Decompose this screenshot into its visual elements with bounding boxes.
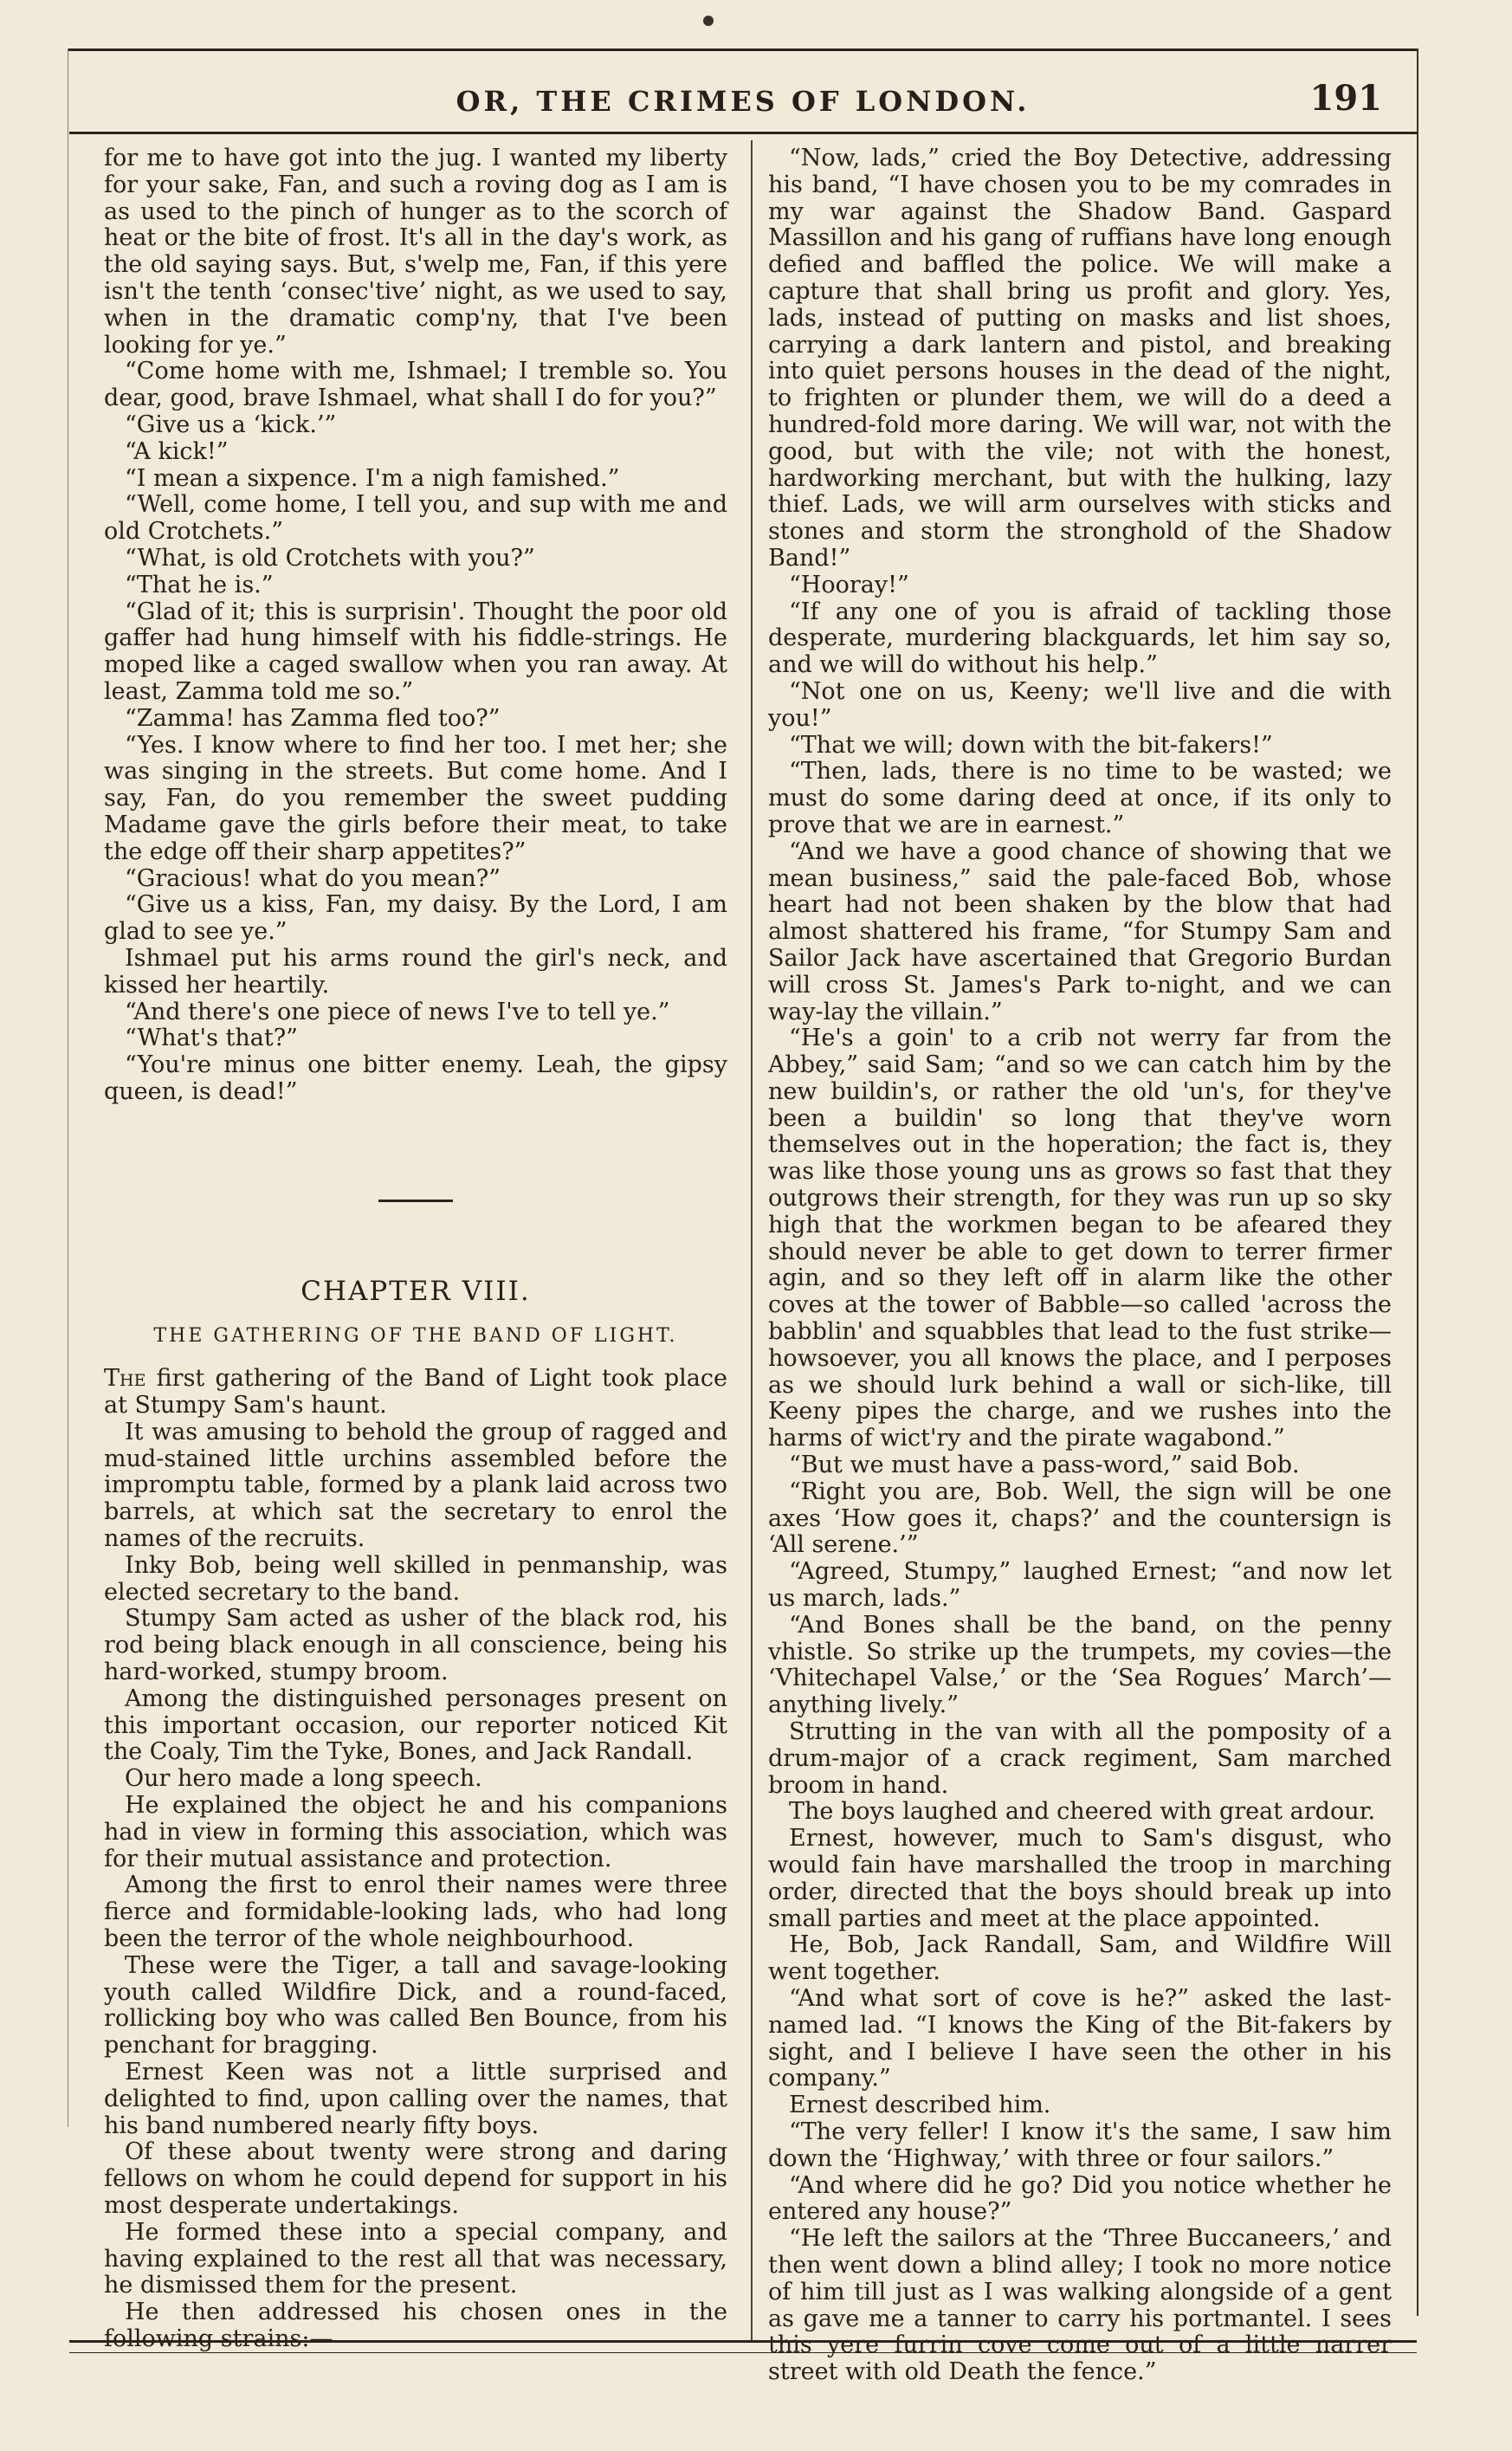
paragraph: “Well, come home, I tell you, and sup with me and old Crotchets.” xyxy=(104,491,727,546)
top-frame-rule xyxy=(68,49,1418,51)
paragraph: “That he is.” xyxy=(125,571,274,598)
paragraph: “He left the sailors at the ‘Three Buccaneers,’ and then went down a blind alley; I took no more notice of him till just as I was walking alongside of a gent as gave me a tanner to carry his portmantel. I sees this yere furrin cove come out of a little narrer street with old Death the fence.” xyxy=(768,2225,1392,2386)
paragraph: “Hooray!” xyxy=(789,571,909,598)
paragraph: “That we will; down with the bit-fakers!” xyxy=(789,731,1273,759)
paragraph: Among the first to enrol their names were three fierce and formidable-looking lads, who had long been the terror of the whole neighbourhood. xyxy=(104,1872,727,1953)
paragraph: “Zamma! has Zamma fled too?” xyxy=(125,704,501,732)
paragraph: “Give us a ‘kick.’” xyxy=(125,411,337,438)
paragraph: Ernest Keen was not a little surprised and delighted to find, upon calling over the names, that his band numbered nearly fifty boys. xyxy=(104,2059,727,2139)
paragraph: “Agreed, Stumpy,” laughed Ernest; “and now let us march, lads.” xyxy=(768,1558,1392,1613)
paragraph: “If any one of you is afraid of tackling those desperate, murdering blackguards, let him say so, and we will do without his help.” xyxy=(768,598,1392,679)
left-paragraphs-before-chapter xyxy=(104,146,727,1106)
paragraph: “What's that?” xyxy=(125,1025,298,1052)
section-divider xyxy=(378,1200,453,1202)
paragraph: “Gracious! what do you mean?” xyxy=(125,864,501,892)
chapter-first-paragraph-text: first gathering of the Band of Light took place at Stumpy Sam's haunt. xyxy=(104,1365,727,1420)
paragraph: “What, is old Crotchets with you?” xyxy=(125,544,535,572)
paragraph: It was amusing to behold the group of ragged and mud-stained little urchins assembled before the impromptu table, formed by a plank laid across two barrels, at which sat the secretary to enrol the names of the recruits. xyxy=(104,1418,727,1553)
left-paragraphs-after-chapter xyxy=(104,1420,727,2353)
paragraph: “And there's one piece of news I've to tell ye.” xyxy=(125,998,670,1025)
chapter-subtitle: THE GATHERING OF THE BAND OF LIGHT. xyxy=(153,1325,678,1348)
paragraph: “Come home with me, Ishmael; I tremble so. You dear, good, brave Ishmael, what shall I do for you?” xyxy=(104,358,727,412)
paragraph: “And Bones shall be the band, on the penny vhistle. So strike up the trumpets, my covies—the ‘Vhitechapel Valse,’ or the ‘Sea Rogues’ March’—anything lively.” xyxy=(768,1611,1392,1719)
paragraph: “The very feller! I know it's the same, I saw him down the ‘Highway,’ with three or four sailors.” xyxy=(768,2118,1392,2172)
paragraph: He then addressed his chosen ones in the following strains:— xyxy=(104,2299,727,2352)
running-title: OR, THE CRIMES OF LONDON. xyxy=(456,85,1031,118)
paragraph: These were the Tiger, a tall and savage-looking youth called Wildfire Dick, and a round-faced, rollicking boy who was called Ben Bounce, from his penchant for bragging. xyxy=(104,1951,727,2060)
page-dot xyxy=(703,16,714,26)
paragraph: Among the distinguished personages present on this important occasion, our reporter noticed Kit the Coaly, Tim the Tyke, Bones, and Jack Randall. xyxy=(104,1685,727,1766)
chapter-first-word: The xyxy=(104,1365,146,1393)
paragraph: “Right you are, Bob. Well, the sign will be one axes ‘How goes it, chaps?’ and the countersign is ‘All serene.’” xyxy=(768,1478,1392,1559)
paragraph: “And where did he go? Did you notice whether he entered any house?” xyxy=(768,2171,1392,2226)
paragraph: Our hero made a long speech. xyxy=(125,1765,482,1793)
paragraph: Strutting in the van with all the pomposity of a drum-major of a crack regiment, Sam marched broom in hand. xyxy=(768,1718,1392,1799)
paragraph: “But we must have a pass-word,” said Bob. xyxy=(789,1452,1300,1479)
chapter-title: CHAPTER VIII. xyxy=(300,1275,531,1307)
right-frame-rule xyxy=(1417,49,1418,2316)
paragraph: “A kick!” xyxy=(125,437,229,465)
paragraph: He formed these into a special company, and having explained to the rest all that was necessary, he dismissed them for the present. xyxy=(104,2218,727,2299)
paragraph: for me to have got into the jug. I wanted my liberty for your sake, Fan, and such a roving dog as I am is as used to the pinch of hunger as to the scorch of heat or the bite of frost. It's all in the day's work, as the old saying says. But, s'welp me, Fan, if this yere isn't the tenth ‘consec'tive’ night, as we used to say, when in the dramatic comp'ny, that I've been looking for ye.” xyxy=(104,145,727,359)
bottom-rule-thick xyxy=(69,2340,1417,2343)
paragraph: The boys laughed and cheered with great ardour. xyxy=(789,1798,1376,1826)
paragraph: Ernest described him. xyxy=(789,2092,1051,2119)
paragraph: He explained the object he and his companions had in view in forming this association, which was for their mutual assistance and protection. xyxy=(104,1792,727,1872)
running-header xyxy=(69,78,1417,134)
paragraph: “He's a goin' to a crib not werry far from the Abbey,” said Sam; “and so we can catch him by the new buildin's, or rather the old 'un's, for they've been a buildin' so long that they've worn themselves out in the hoperation; the fact is, they was like those young uns as grows so fast that they outgrows their strength, for they was run up so sky high that the workmen began to be afeared they should never be able to get down to terrer firmer agin, and so they left off in alarm like the other coves at the tower of Babble—so called 'across the babblin' and squabbles that lead to the fust strike—howsoever, you all knows the place, and I perposes as we should lurk behind a wall or sich-like, till Keeny pipes the charge, and we rushes into the harms of wict'ry and the pirate wagabond.” xyxy=(768,1025,1392,1452)
paragraph: Inky Bob, being well skilled in penmanship, was elected secretary to the band. xyxy=(104,1551,727,1606)
paragraph: “And what sort of cove is he?” asked the last-named lad. “I knows the King of the Bit-fakers by sight, and I believe I have seen the other in his company.” xyxy=(768,1984,1392,2092)
right-paragraphs xyxy=(768,146,1392,2386)
paragraph: Of these about twenty were strong and daring fellows on whom he could depend for support in his most desperate undertakings. xyxy=(104,2138,727,2219)
page-number: 191 xyxy=(1309,78,1382,119)
bottom-rule-thin xyxy=(69,2352,1417,2353)
paragraph: “And we have a good chance of showing that we mean business,” said the pale-faced Bob, whose heart had not been shaken by the blow that had almost shattered his frame, “for Stumpy Sam and Sailor Jack have ascertained that Gregorio Burdan will cross St. James's Park to-night, and we can way-lay the villain.” xyxy=(768,837,1392,1025)
left-column xyxy=(104,146,727,2353)
paragraph: Ernest, however, much to Sam's disgust, who would fain have marshalled the troop in marching order, directed that the boys should break up into small parties and meet at the place appointed. xyxy=(768,1825,1392,1932)
paragraph: “Then, lads, there is no time to be wasted; we must do some daring deed at once, if its only to prove that we are in earnest.” xyxy=(768,758,1392,838)
paragraph: “Give us a kiss, Fan, my daisy. By the Lord, I am glad to see ye.” xyxy=(104,891,727,946)
column-divider xyxy=(751,140,753,2340)
paragraph: “I mean a sixpence. I'm a nigh famished.” xyxy=(125,464,620,492)
paragraph: He, Bob, Jack Randall, Sam, and Wildfire Will went together. xyxy=(768,1931,1392,1986)
paragraph: “You're minus one bitter enemy. Leah, the gipsy queen, is dead!” xyxy=(104,1051,727,1105)
right-column xyxy=(768,146,1392,2386)
paragraph: “Yes. I know where to find her too. I met her; she was singing in the streets. But come home. And I say, Fan, do you remember the sweet pudding Madame gave the girls before their meat, to take the edge off their sharp appetites?” xyxy=(104,731,727,865)
paragraph: “Glad of it; this is surprisin'. Thought the poor old gaffer had hung himself with his fiddle-strings. He moped like a caged swallow when you ran away. At least, Zamma told me so.” xyxy=(104,598,727,705)
chapter-first-paragraph xyxy=(104,1366,727,1420)
paragraph: “Not one on us, Keeny; we'll live and die with you!” xyxy=(768,677,1392,732)
paragraph: Stumpy Sam acted as usher of the black rod, his rod being black enough in all conscience, being his hard-worked, stumpy broom. xyxy=(104,1605,727,1686)
paragraph: “Now, lads,” cried the Boy Detective, addressing his band, “I have chosen you to be my comrades in my war against the Shadow Band. Gaspard Massillon and his gang of ruffians have long enough defied and baffled the police. We will make a capture that shall bring us profit and glory. Yes, lads, instead of putting on masks and list shoes, carrying a dark lantern and pistol, and breaking into quiet persons houses in the dead of the night, to frighten or plunder them, we will do a deed a hundred-fold more daring. We will war, not with the good, but with the vile; not with the honest, hardworking merchant, but with the hulking, lazy thief. Lads, we will arm ourselves with sticks and stones and storm the stronghold of the Shadow Band!” xyxy=(768,145,1392,572)
paragraph: Ishmael put his arms round the girl's neck, and kissed her heartily. xyxy=(104,944,727,999)
